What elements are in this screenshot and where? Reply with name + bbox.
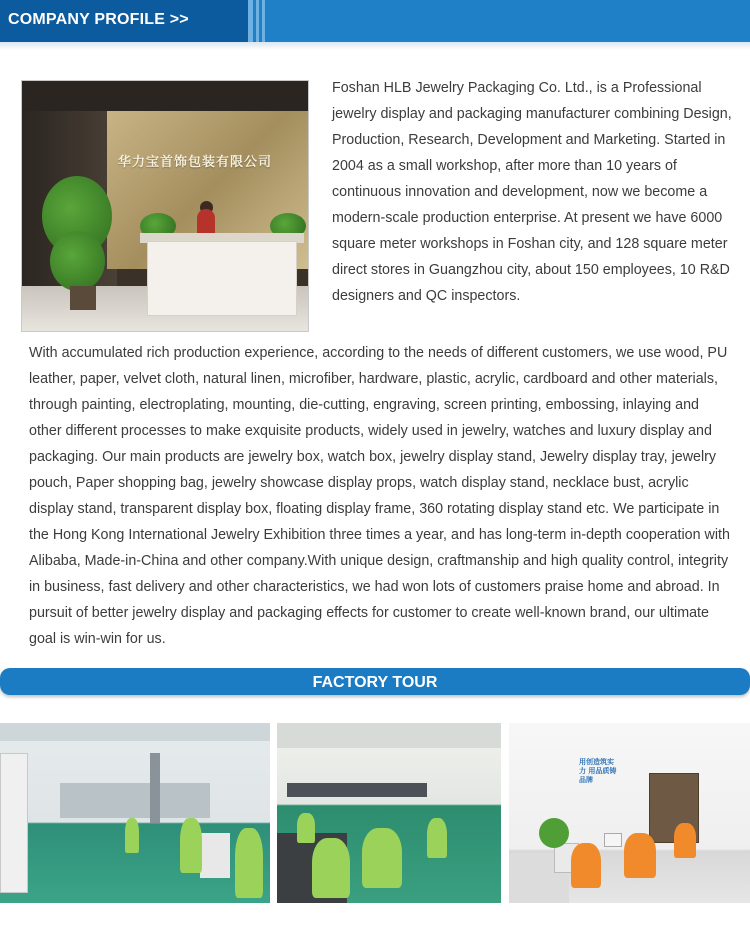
wall-slogan: 用创造筑实力 用品质铸品牌 bbox=[579, 758, 617, 784]
header-shadow bbox=[0, 42, 750, 50]
office-reception-photo bbox=[21, 80, 309, 332]
factory-tour-bar bbox=[0, 668, 750, 695]
intro-paragraph: Foshan HLB Jewelry Packaging Co. Ltd., is a Professional jewelry display and packaging manufacturer combining Design, Production, Research, Development and Marketing. Started in 2004 as a small workshop, after more than 10 years of continuous innovation and development, now we become a modern-scale production enterprise. At present we have 6000 square meter workshops in Foshan city, and 128 square meter direct stores in Guangzhou city, about 150 employees, 10 R&D designers and QC inspectors. bbox=[332, 80, 732, 304]
company-profile-title: COMPANY PROFILE >> bbox=[8, 11, 189, 28]
body-paragraph: With accumulated rich production experience, according to the needs of different customers, we use wood, PU leather, paper, velvet cloth, natural linen, microfiber, hardware, plastic, acrylic, cardboard and other materials, through painting, electroplating, mounting, die-cutting, engraving, screen printing, embossing, inlaying and other different processes to make exquisite products, widely used in jewelry, watches and luxury display and packaging. Our main products are jewelry box, watch box, jewelry display stand, Jewelry display tray, jewelry pouch, Paper shopping bag, jewelry showcase display props, watch display stand, necklace bust, acrylic display stand, transparent display box, floating display frame, 360 rotating display stand etc. We participate in the Hong Kong International Jewelry Exhibition three times a year, and has long-term in-depth cooperation with Alibaba, Made-in-China and other company.With unique design, craftmanship and high quality control, integrity in business, fast delivery and other characteristics, we had won lots of customers praise home and abroad. In pursuit of better jewelry display and packaging effects for customer to create well-known brand, our ultimate goal is win-win for us. bbox=[29, 345, 730, 647]
factory-tour-title: FACTORY TOUR bbox=[312, 674, 438, 691]
factory-photo-workshop bbox=[277, 723, 501, 903]
factory-photo-production-line bbox=[0, 723, 270, 903]
factory-photo-office bbox=[509, 723, 750, 903]
header-tab bbox=[0, 0, 248, 42]
header-stripe bbox=[248, 0, 253, 42]
company-sign-text: 华力宝首饰包装有限公司 bbox=[118, 155, 273, 170]
header-stripe bbox=[262, 0, 265, 42]
header-stripe bbox=[256, 0, 259, 42]
section-header bbox=[0, 0, 750, 42]
